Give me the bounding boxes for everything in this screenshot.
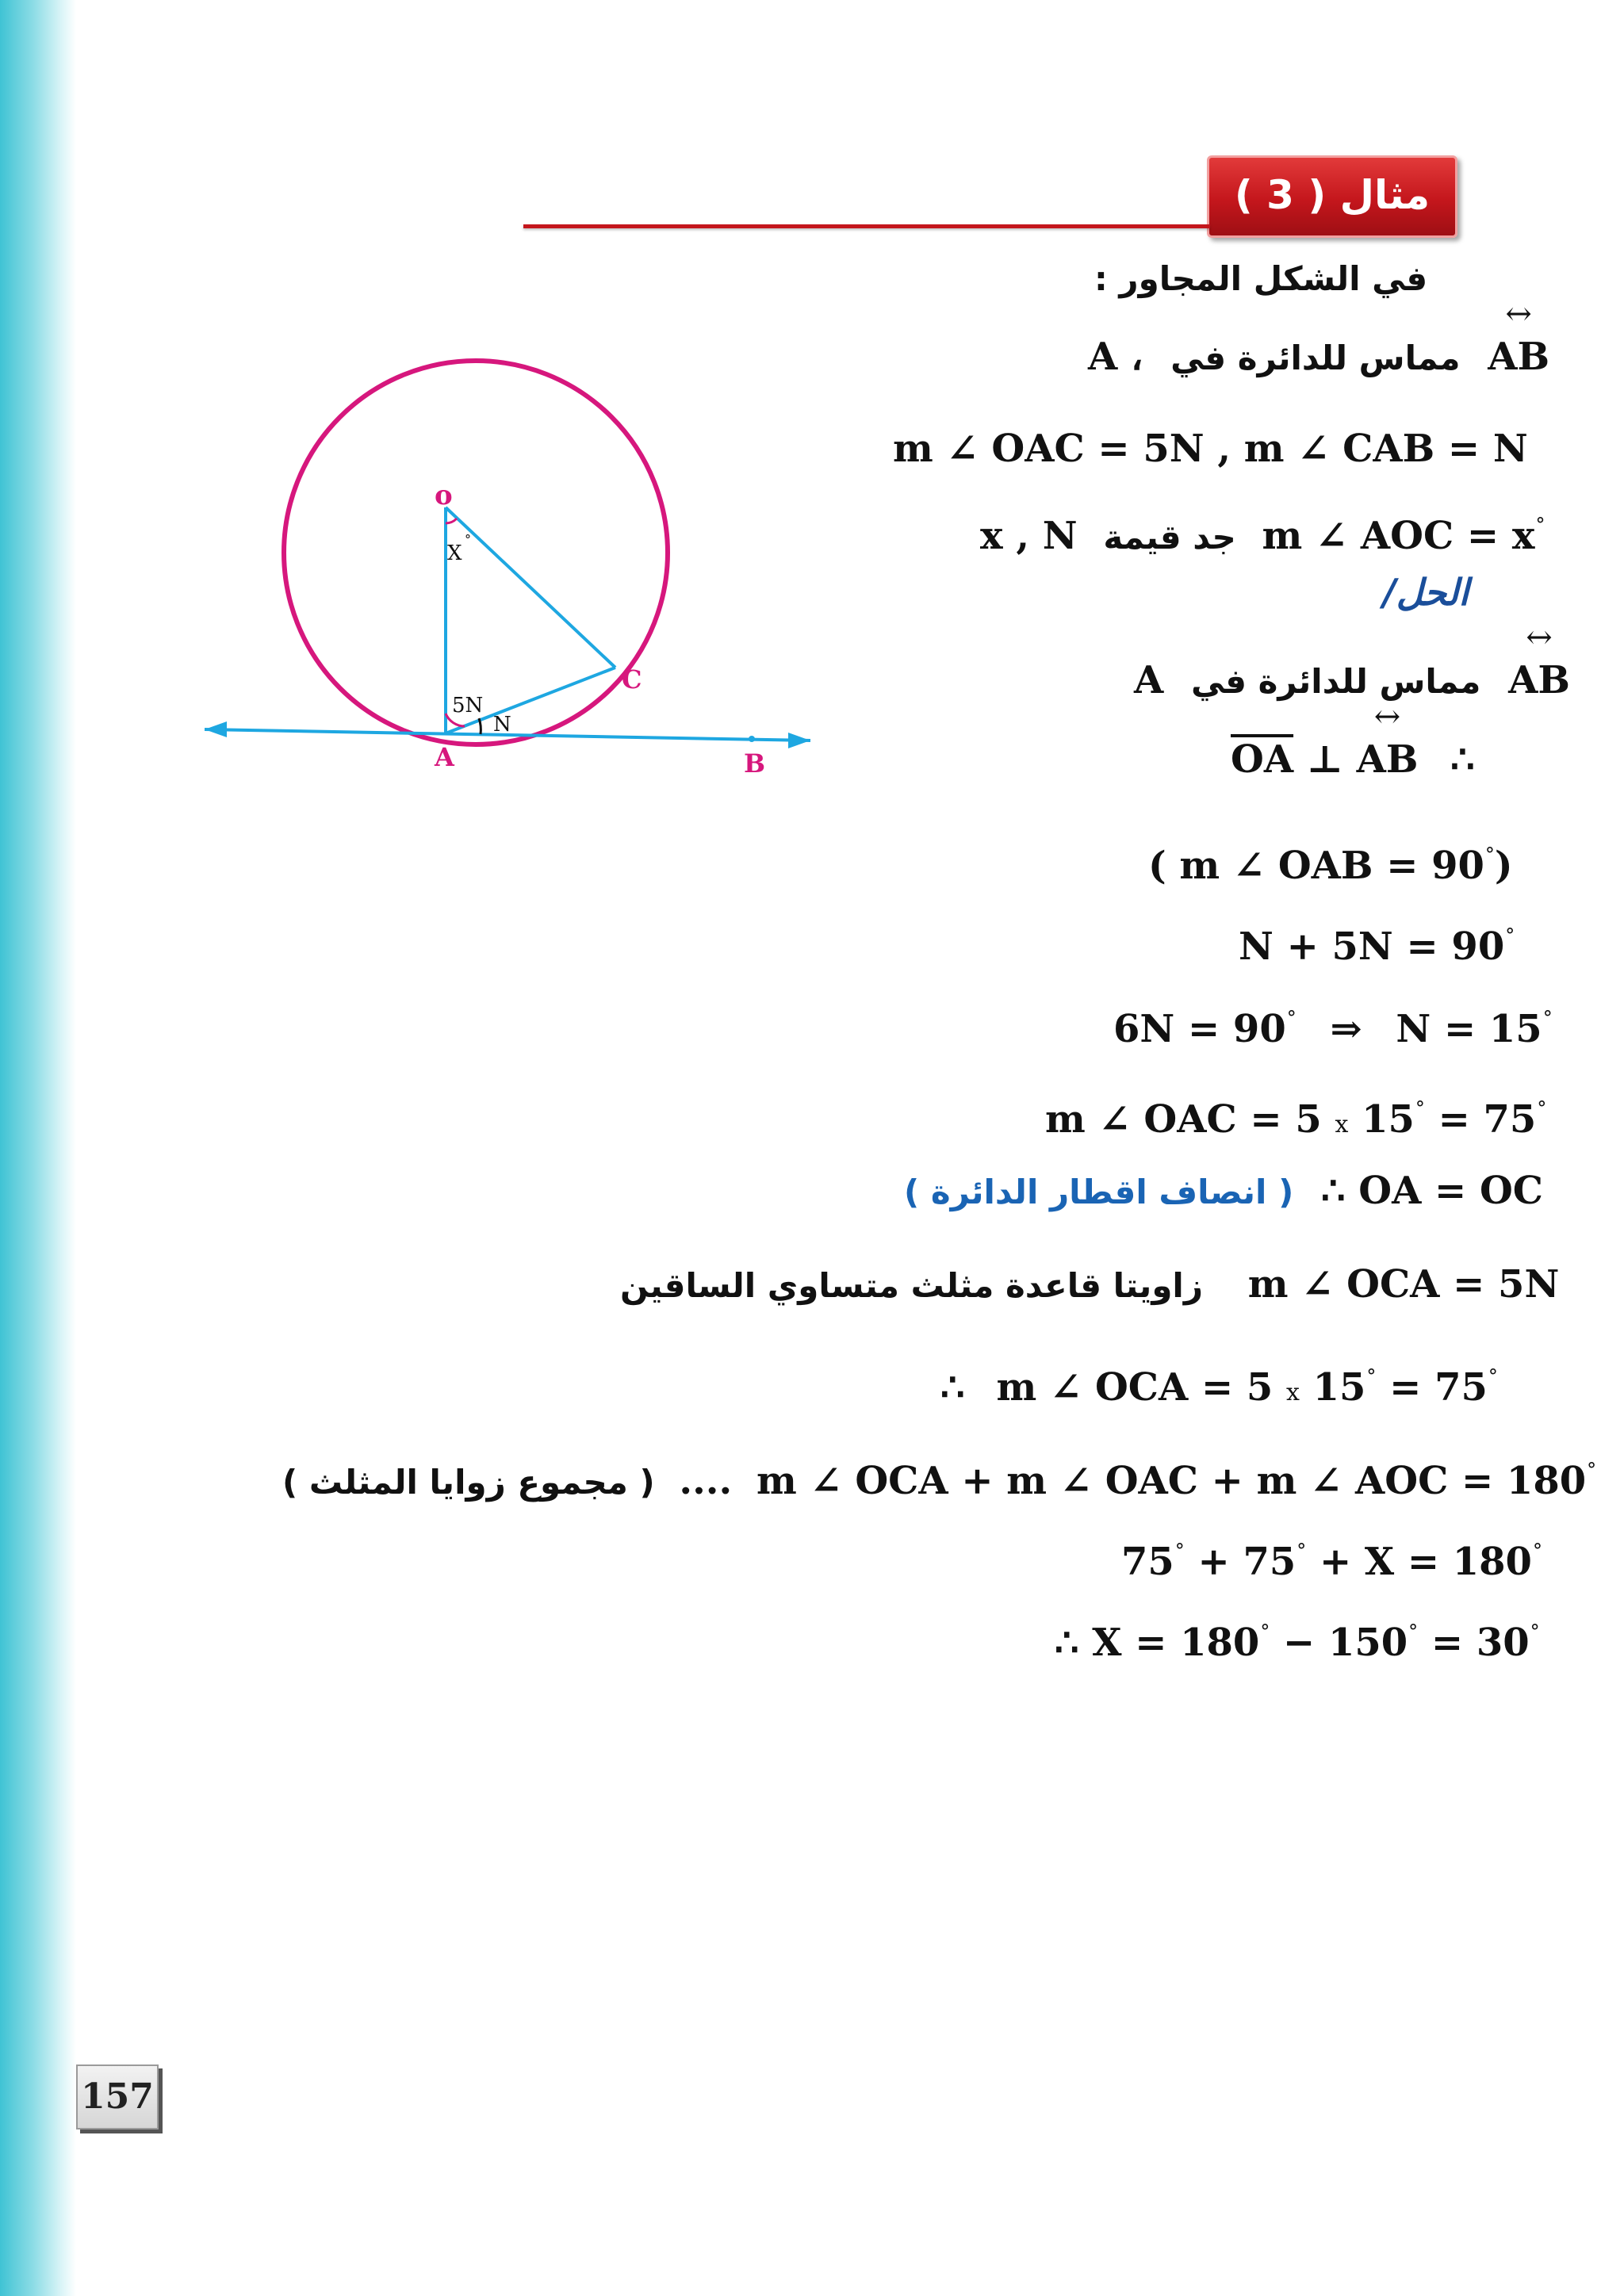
solution-step-6-b: 15 [1348, 1097, 1415, 1142]
solution-step-10-note: ( مجموع زوايا المثلث ) [282, 1463, 655, 1502]
solution-step-9-therefore: ∴ [940, 1365, 965, 1410]
solution-step-12-b: − 150 [1270, 1621, 1408, 1665]
solution-step-11-b: + 75 [1184, 1540, 1297, 1584]
solution-step-5: 6N = 90° ⇒ N = 15° [1113, 1007, 1553, 1051]
solution-step-8-math: m ∠ OCA = 5N [1247, 1262, 1560, 1307]
solution-label: الحل/ [1383, 571, 1469, 614]
solution-step-4: N + 5N = 90° [1239, 924, 1515, 969]
solution-step-1-text: مماس للدائرة في [1190, 662, 1481, 701]
solution-step-10-math: m ∠ OCA + m ∠ OAC + m ∠ AOC = 180 [756, 1459, 1587, 1503]
solution-step-11-c: + X = 180 [1306, 1540, 1532, 1584]
figure-label-a: A [435, 742, 454, 772]
solution-step-9-a: m ∠ OCA = 5 [996, 1365, 1286, 1410]
problem-tangent-text: مماس للدائرة في [1170, 339, 1461, 377]
solution-step-6: m ∠ OAC = 5 x 15° = 75° [1045, 1097, 1547, 1142]
problem-find-text: جد قيمة [1103, 518, 1236, 557]
solution-step-5-arrow: ⇒ [1330, 1007, 1362, 1051]
figure-tangent-arrow-right [788, 733, 810, 748]
figure-label-c: C [622, 664, 642, 695]
problem-find-angle: m ∠ AOC = x [1262, 514, 1535, 558]
solution-step-11-a: 75 [1121, 1540, 1174, 1584]
problem-find-vars: x , N [980, 514, 1078, 558]
example-title-badge: مثال ( 3 ) [1207, 155, 1457, 238]
solution-step-6-times: x [1335, 1111, 1349, 1138]
problem-given: m ∠ OAC = 5N , m ∠ CAB = N [893, 427, 1528, 471]
solution-step-4-text: N + 5N = 90 [1239, 924, 1505, 969]
figure-label-o: o [435, 480, 453, 511]
solution-step-3: ( m ∠ OAB = 90°) [1148, 844, 1513, 888]
solution-step-2-perp: ⊥ [1306, 737, 1343, 782]
page-number: 157 [76, 2064, 159, 2130]
solution-step-2-therefore: ∴ [1450, 737, 1475, 782]
solution-step-12-c: = 30 [1418, 1621, 1530, 1665]
solution-step-9-times: x [1285, 1379, 1300, 1406]
solution-step-9-b: 15 [1299, 1365, 1366, 1410]
problem-tangent-vec: ↔ AB [1488, 333, 1549, 381]
solution-step-8-note: زاويتا قاعدة مثلث متساوي الساقين [620, 1266, 1203, 1305]
solution-step-5-left: 6N = 90 [1113, 1007, 1286, 1051]
solution-step-6-c: = 75 [1424, 1097, 1537, 1142]
figure-point-b-dot [749, 736, 755, 742]
solution-step-3-text: ( m ∠ OAB = 90 [1148, 844, 1484, 888]
figure-label-5n: 5N [452, 694, 484, 718]
figure-angle-arc-o [446, 519, 457, 523]
problem-intro: في الشكل المجاور : [1094, 259, 1428, 298]
solution-step-11: 75° + 75° + X = 180° [1121, 1540, 1542, 1584]
figure-label-x: X [447, 541, 462, 565]
figure-segment-oc [446, 507, 615, 668]
solution-step-7-math: ∴ OA = OC [1321, 1169, 1543, 1213]
solution-step-3-close: ) [1494, 844, 1513, 888]
figure-label-x-degree: ° [465, 532, 471, 547]
solution-step-9: ∴ m ∠ OCA = 5 x 15° = 75° [940, 1365, 1498, 1410]
solution-step-7-note: ( انصاف اقطار الدائرة ) [904, 1173, 1294, 1211]
solution-step-1-point: A [1134, 658, 1164, 702]
solution-step-10: ( مجموع زوايا المثلث ) .... m ∠ OCA + m ∠ OAC + m ∠ AOC = 180° [282, 1459, 1597, 1503]
solution-step-1-vec: ↔ AB [1508, 656, 1570, 704]
figure-angle-arc-n [479, 718, 481, 734]
figure-label-b: B [744, 748, 766, 779]
solution-step-9-c: = 75 [1376, 1365, 1488, 1410]
figure-circle [284, 361, 668, 744]
solution-step-5-right: N = 15 [1396, 1007, 1542, 1051]
solution-step-12: ∴ X = 180° − 150° = 30° [1055, 1621, 1540, 1665]
degree-symbol: ° [1535, 514, 1545, 536]
solution-step-10-dots: .... [679, 1459, 733, 1503]
solution-step-2-seg: $\overline{OA}$ [1231, 737, 1294, 782]
solution-step-12-a: ∴ X = 180 [1055, 1621, 1260, 1665]
solution-step-6-a: m ∠ OAC = 5 [1045, 1097, 1335, 1142]
problem-tangent-point: A ، [1088, 335, 1143, 379]
figure-tangent-arrow-left [205, 721, 227, 737]
solution-step-2-vec: ↔ AB [1357, 736, 1419, 783]
figure-label-n: N [493, 713, 511, 737]
